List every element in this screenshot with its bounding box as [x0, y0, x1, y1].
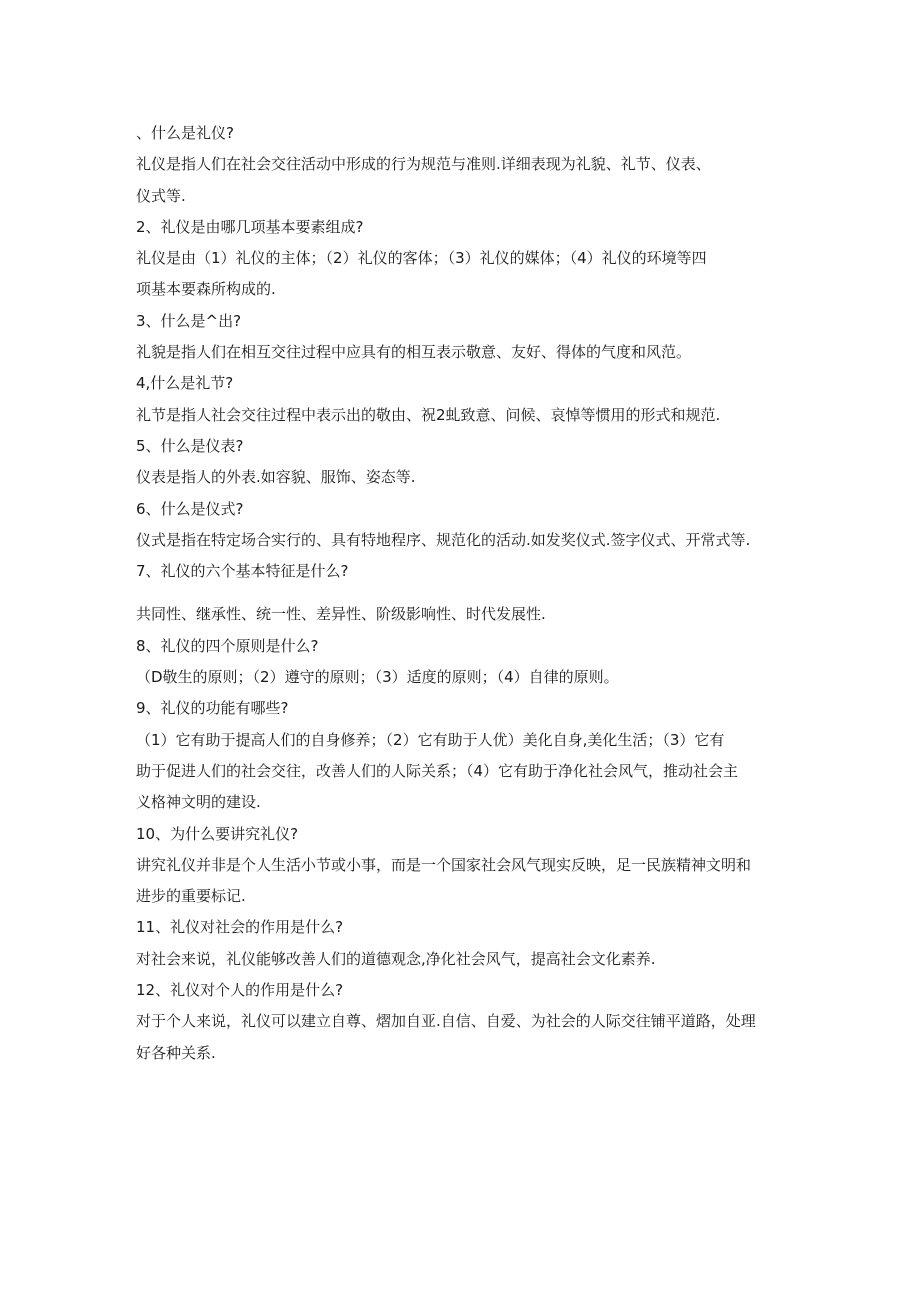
question-heading: 12、礼仪对个人的作用是什么?	[136, 981, 344, 1000]
answer-line: 共同性、继承性、统一性、差异性、阶级影响性、时代发展性.	[136, 605, 546, 624]
answer-line: 对社会来说，礼仪能够改善人们的道德观念,净化社会风气，提高社会文化素养.	[136, 949, 656, 968]
answer-line: 助于促进人们的社会交往，改善人们的人际关系；（4）它有助于净化社会风气，推动社会主	[136, 761, 739, 780]
answer-line: （1）它有助于提高人们的自身修养；（2）它有助于人优）美化自身,美化生活；（3）它有	[136, 730, 725, 749]
paragraph-spacer	[136, 587, 786, 599]
question-heading: 4,什么是礼节?	[136, 374, 234, 393]
question-heading: 7、礼仪的六个基本特征是什么?	[136, 562, 349, 581]
question-heading: 6、什么是仪式?	[136, 499, 244, 518]
answer-line: 仪式等.	[136, 186, 186, 205]
answer-line: 对于个人来说，礼仪可以建立自尊、熠加自亚.自信、自爱、为社会的人际交往铺平道路，处理	[136, 1012, 756, 1031]
answer-line: 进步的重要标记.	[136, 887, 246, 906]
answer-line: 仪式是指在特定场合实行的、具有特地程序、规范化的活动.如发奖仪式.签字仪式、开常式等.	[136, 530, 751, 549]
answer-line: 礼仪是指人们在社会交往活动中形成的行为规范与准则.详细表现为礼貌、礼节、仪表、	[136, 155, 711, 174]
question-heading: 3、什么是^出?	[136, 311, 242, 330]
answer-line: （D敬生的原则；（2）遵守的原则；（3）适度的原则；（4）自律的原则。	[136, 668, 619, 687]
question-heading: 11、礼仪对社会的作用是什么?	[136, 918, 344, 937]
answer-line: 讲究礼仪并非是个人生活小节或小事，而是一个国家社会风气现实反映，足一民族精神文明和	[136, 855, 752, 874]
question-heading: 9、礼仪的功能有哪些?	[136, 699, 289, 718]
question-heading: 、什么是礼仪?	[136, 124, 234, 142]
answer-line: 好各种关系.	[136, 1043, 216, 1062]
answer-line: 仪表是指人的外表.如容貌、服饰、姿态等.	[136, 468, 416, 487]
answer-line: 礼貌是指人们在相互交往过程中应具有的相互表示敬意、友好、得体的气度和风范。	[136, 343, 692, 362]
answer-line: 礼仪是由（1）礼仪的主体；（2）礼仪的客体；（3）礼仪的媒体；（4）礼仪的环境等四	[136, 249, 707, 268]
answer-line: 项基本要森所构成的.	[136, 280, 276, 299]
question-heading: 2、礼仪是由哪几项基本要素组成?	[136, 217, 364, 236]
answer-line: 义格神文明的建设.	[136, 793, 261, 812]
question-heading: 10、为什么要讲究礼仪?	[136, 824, 299, 843]
answer-line: 礼节是指人社会交往过程中表示出的敬由、祝2虬致意、问候、哀悼等惯用的形式和规范.	[136, 405, 721, 424]
document-body	[136, 118, 786, 1069]
question-heading: 5、什么是仪表?	[136, 436, 244, 455]
question-heading: 8、礼仪的四个原则是什么?	[136, 636, 319, 655]
